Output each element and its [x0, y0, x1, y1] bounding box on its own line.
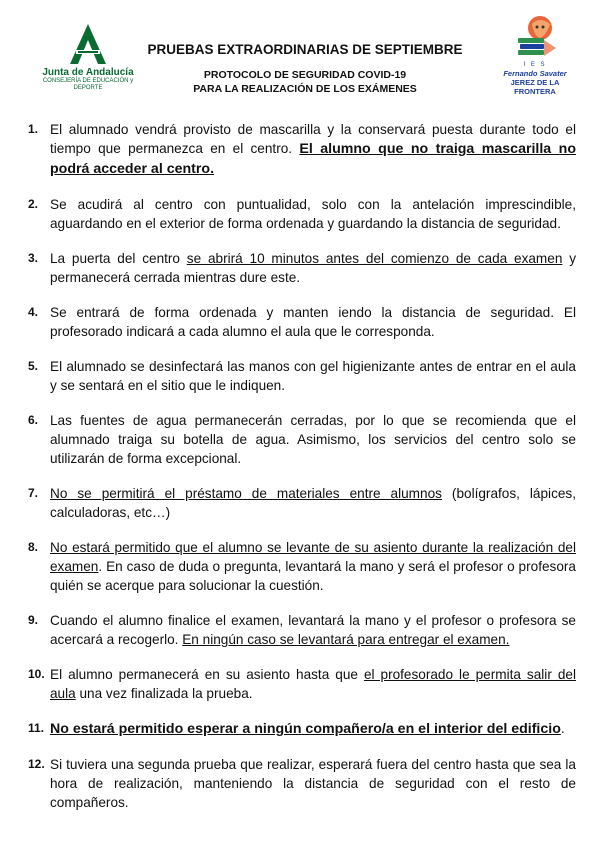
- rule-text: [50, 540, 576, 593]
- subtitle-line-2: PARA LA REALIZACIÓN DE LOS EXÁMENES: [193, 83, 417, 95]
- rule-text: [50, 305, 576, 339]
- rule-item-4: [28, 303, 576, 341]
- rule-number: 5.: [28, 359, 39, 373]
- school-city: JEREZ DE LA FRONTERA: [510, 78, 560, 96]
- rule-item-6: [28, 411, 576, 468]
- page-title: PRUEBAS EXTRAORDINARIAS DE SEPTIEMBRE: [147, 42, 463, 57]
- rule-number: 6.: [28, 413, 39, 427]
- rule-number: 4.: [28, 305, 39, 319]
- rule-item-1: [28, 120, 576, 179]
- rule-number: 7.: [28, 486, 39, 500]
- document-header: [0, 0, 610, 110]
- rule-text: [50, 413, 576, 466]
- rule-item-10: [28, 665, 576, 703]
- rule-item-12: [28, 755, 576, 812]
- rule-text: [50, 721, 565, 736]
- rule-text-emphasis: No se permitirá el préstamo de materiales entre alumnos: [50, 486, 442, 501]
- rule-number: 11.: [28, 721, 45, 735]
- rule-number: 2.: [28, 197, 39, 211]
- rule-text-segment: una vez finalizada la prueba.: [75, 686, 253, 701]
- rule-text: [50, 613, 576, 647]
- header-titles: [130, 42, 480, 96]
- ies-label: I E S: [523, 62, 547, 68]
- subtitle-line-1: PROTOCOLO DE SEGURIDAD COVID-19: [203, 69, 407, 81]
- rule-item-11: [28, 719, 576, 739]
- rule-item-2: [28, 195, 576, 233]
- rule-number: 9.: [28, 613, 39, 627]
- rule-item-3: [28, 249, 576, 287]
- rule-item-9: [28, 611, 576, 649]
- rule-text-emphasis: No estará permitido que el alumno se levante de su asiento durante la realización del examen: [50, 540, 576, 574]
- rule-text-segment: Se acudirá al centro con puntualidad, solo con la antelación imprescindible, aguardando en el exterior de forma ordenada y guardando la distancia de seguridad.: [50, 197, 576, 231]
- rule-text-segment: La puerta del centro: [50, 251, 187, 266]
- ies-fernando-savater-emblem-icon: [510, 14, 560, 62]
- rule-text: [50, 359, 576, 393]
- rule-number: 12.: [28, 757, 45, 771]
- rule-item-7: [28, 484, 576, 522]
- rule-text-segment: Las fuentes de agua permanecerán cerradas, por lo que se recomienda que el alumnado traiga su botella de agua. Asimismo, los servicios del centro solo se utilizarán de forma excepcional.: [50, 413, 576, 466]
- rule-text-segment: El alumno permanecerá en su asiento hasta que: [50, 667, 364, 682]
- rule-text-segment: y permanecerá cerrada mientras dure este.: [50, 251, 576, 285]
- rule-number: 3.: [28, 251, 39, 265]
- rules-list: [28, 120, 576, 828]
- ies-fernando-savater-logo: [495, 14, 575, 94]
- rule-text-emphasis: se abrirá 10 minutos antes del comienzo de cada examen: [186, 251, 563, 266]
- rule-text-emphasis: No estará permitido esperar a ningún compañero/a en el interior del edificio: [50, 721, 561, 737]
- rule-text-emphasis: el profesorado le permita salir del aula: [50, 667, 576, 701]
- rule-text: [50, 197, 576, 231]
- rule-text: [50, 757, 576, 810]
- rule-item-5: [28, 357, 576, 395]
- school-name: Fernando Savater: [503, 69, 567, 78]
- rule-text: [50, 122, 576, 176]
- consejeria-label: CONSEJERÍA DE EDUCACIÓN y DEPORTE: [42, 78, 134, 91]
- rule-text-emphasis: El alumno que no traiga mascarilla no podrá acceder al centro.: [50, 141, 576, 177]
- rule-text-segment: Si tuviera una segunda prueba que realizar, esperará fuera del centro hasta que sea la hora de realización, manteniendo la distancia de seguridad con el resto de compañeros.: [50, 757, 576, 810]
- rule-text: [50, 486, 576, 520]
- rule-number: 10.: [28, 667, 45, 681]
- rule-text-segment: (bolígrafos, lápices, calculadoras, etc…): [50, 486, 576, 520]
- rule-text-segment: .: [560, 721, 565, 736]
- rule-text-segment: Cuando el alumno finalice el examen, levantará la mano y el profesor o profesora se acercará a recogerlo.: [50, 613, 576, 647]
- junta-andalucia-emblem-icon: [66, 22, 110, 66]
- rule-number: 8.: [28, 540, 39, 554]
- rule-text-segment: . En caso de duda o pregunta, levantará la mano y será el profesor o profesora quién se acerque para solucionar la cuestión.: [50, 559, 576, 593]
- rule-text-segment: El alumnado vendrá provisto de mascarilla y la conservará puesta durante todo el tiempo que permanezca en el centro.: [50, 122, 576, 156]
- rule-text-segment: El alumnado se desinfectará las manos con gel higienizante antes de entrar en el aula y se sentará en el sitio que le indiquen.: [50, 359, 576, 393]
- junta-andalucia-name: Junta de Andalucía: [42, 67, 134, 78]
- rule-text-emphasis: En ningún caso se levantará para entregar el examen.: [182, 632, 510, 647]
- rule-number: 1.: [28, 122, 39, 136]
- rule-item-8: [28, 538, 576, 595]
- rule-text: [50, 251, 576, 285]
- rule-text-segment: Se entrará de forma ordenada y manten iendo la distancia de seguridad. El profesorado indicará a cada alumno el aula que le corresponda.: [50, 305, 576, 339]
- rule-text: [50, 667, 576, 701]
